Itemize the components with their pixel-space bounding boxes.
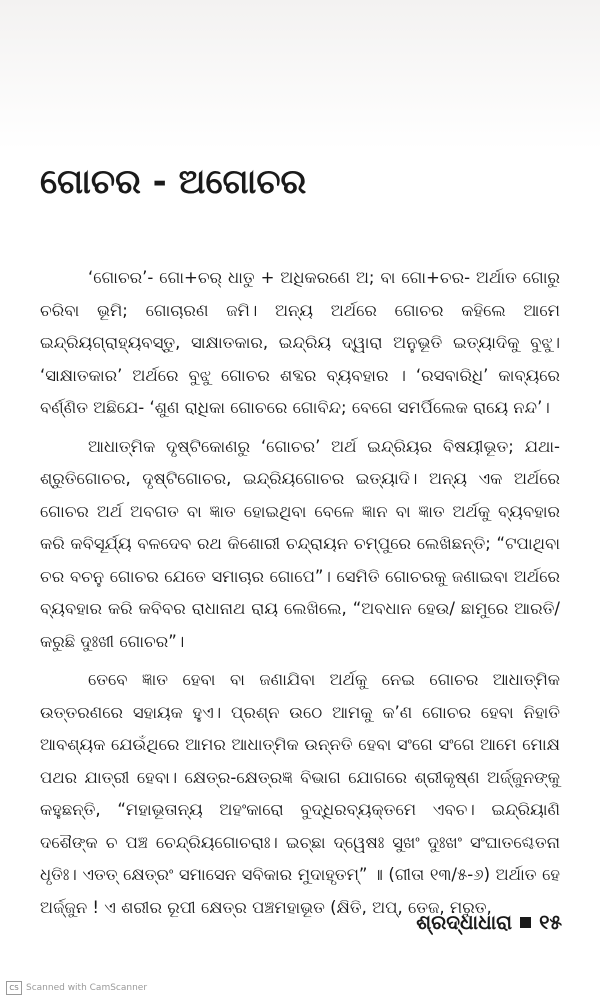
book-name: ଶ୍ରଦ୍ଧାଧାରା [416, 910, 513, 934]
square-bullet-icon [520, 917, 531, 928]
scanner-label: Scanned with CamScanner [26, 983, 148, 993]
page-footer [416, 910, 562, 934]
body-text [40, 262, 560, 924]
paragraph-1: ‘ଗୋଚର’- ଗୋ+ଚର୍ ଧାତୁ + ଅଧିକରଣେ ଅ; ବା ଗୋ+ଚର- ଅର୍ଥାତ ଗୋରୁ ଚରିବା ଭୂମି; ଗୋଚାରଣ ଜମି। ଅନ୍ୟ ଅର୍ଥରେ ଗୋଚର କହିଲେ ଆମେ ଇନ୍ଦ୍ରିୟଗ୍ରାହ୍ୟବସ୍ତୁ, ସାକ୍ଷାତକାର, ଇନ୍ଦ୍ରିୟ ଦ୍ୱାରା ଅନୁଭୂତି ଇତ୍ୟାଦିକୁ ବୁଝୁ। ‘ସାକ୍ଷାତକାର’ ଅର୍ଥରେ ବୁଝୁ ଗୋଚର ଶବ୍ଦର ବ୍ୟବହାର । ‘ରସବାରିଧି’ କାବ୍ୟରେ ବର୍ଣ୍ଣିତ ଅଛିଯେ- ‘ଶୁଣ ରାଧିକା ଗୋଚରେ ଗୋବିନ୍ଦ; ବେଗେ ସମର୍ପିଲେକ ରାୟେ ନନ୍ଦ’। [40, 268, 560, 417]
paragraph-3: ତେବେ ଜ୍ଞାତ ହେବା ବା ଜଣାଯିବା ଅର୍ଥକୁ ନେଇ ଗୋଚର ଆଧାତ୍ମିକ ଉତ୍ତରଣରେ ସହାୟକ ହୁଏ। ପ୍ରଶ୍ନ ଉଠେ ଆମକୁ କ’ଣ ଗୋଚର ହେବା ନିହାତି ଆବଶ୍ୟକ ଯେଉଁଥିରେ ଆମର ଆଧାତ୍ମିକ ଉନ୍ନତି ହେବା ସଂଗେ ସଂଗେ ଆମେ ମୋକ୍ଷ ପଥର ଯାତ୍ରୀ ହେବା। କ୍ଷେତ୍ର-କ୍ଷେତ୍ରଜ୍ଞ ବିଭାଗ ଯୋଗରେ ଶ୍ରୀକୃଷ୍ଣ ଅର୍ଜ୍ଜୁନଙ୍କୁ କହୁଛନ୍ତି, “ମହାଭୂତାନ୍ୟ ଅହଂକାରୋ ବୁଦ୍ଧିରବ୍ୟକ୍ତମେ ଏବଚ। ଇନ୍ଦ୍ରିୟାଣି ଦଶୈଙ୍କ ଚ ପଞ୍ଚ ଚେନ୍ଦ୍ରିୟଗୋଚରାଃ। ଇଚ୍ଛା ଦ୍ୱେଷଃ ସୁଖଂ ଦୁଃଖଂ ସଂଘାତଶ୍ଚେତନା ଧୃତିଃ। ଏତତ୍ କ୍ଷେତ୍ରଂ ସମାସେନ ସବିକାର ମୁଦାହୃତମ୍” ॥ (ଗୀତା ୧୩/୫-୬) ଅର୍ଥାତ ହେ ଅର୍ଜ୍ଜୁନ ! ଏ ଶରୀର ରୂପୀ କ୍ଷେତ୍ର ପଞ୍ଚମହାଭୂତ (କ୍ଷିତି, ଅପ୍, ତେଜ, ମରୁତ, [40, 670, 560, 917]
page-number: ୧୫ [539, 910, 562, 934]
camscanner-logo-icon: CS [6, 981, 22, 995]
paragraph-2: ଆଧାତ୍ମିକ ଦୃଷ୍ଟିକୋଣରୁ ‘ଗୋଚର’ ଅର୍ଥ ଇନ୍ଦ୍ରିୟର ବିଷୟୀଭୂତ; ଯଥା- ଶ୍ରୁତିଗୋଚର, ଦୃଷ୍ଟିଗୋଚର, ଇନ୍ଦ୍ରିୟଗୋଚର ଇତ୍ୟାଦି। ଅନ୍ୟ ଏକ ଅର୍ଥରେ ଗୋଚର ଅର୍ଥ ଅବଗତ ବା ଜ୍ଞାତ ହୋଇଥିବା ବେଳେ ଜ୍ଞାନ ବା ଜ୍ଞାତ ଅର୍ଥକୁ ବ୍ୟବହାର କରି କବିସୂର୍ଯ୍ୟ ବଳଦେବ ରଥ କିଶୋରୀ ଚନ୍ଦ୍ରାୟନ ଚମ୍ପୁରେ ଲେଖିଛନ୍ତି; “ଟପାଥିବା ଚର ବଚନୁ ଗୋଚର ଯେତେ ସମାଚାର ଗୋପେ”। ସେମିତି ଗୋଚରକୁ ଜଣାଇବା ଅର୍ଥରେ ବ୍ୟବହାର କରି କବିବର ରାଧାନାଥ ରାୟ ଲେଖିଲେ, “ଅବଧାନ ହେଉ/ ଛାମୁରେ ଆରତି/ କରୁଛି ଦୁଃଖୀ ଗୋଚର”। [40, 436, 560, 651]
scanner-watermark [6, 981, 147, 995]
page-top-bleed [0, 0, 600, 150]
chapter-title: ଗୋଚର - ଅଗୋଚର [40, 162, 307, 202]
